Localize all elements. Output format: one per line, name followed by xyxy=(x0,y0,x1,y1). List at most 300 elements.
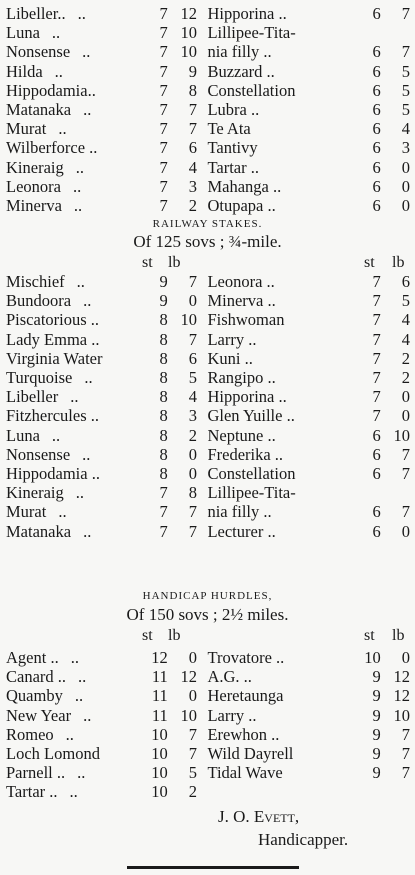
race-conditions-railway-stakes: Of 125 sovs ; ¾-mile. xyxy=(133,232,282,251)
weight-stone: 11 xyxy=(151,667,168,687)
weight-stone: 6 xyxy=(372,61,381,81)
handicapper-name-text: J. O. Evett, xyxy=(218,807,300,826)
horse-name xyxy=(6,725,147,744)
handicapper-name xyxy=(218,807,299,827)
column-header-st: st xyxy=(364,254,375,271)
horse-name xyxy=(6,62,147,81)
weight-stone: 7 xyxy=(372,387,381,407)
horse-name xyxy=(6,196,147,215)
horse-name: Larry .. xyxy=(207,329,257,349)
weight-stone: 10 xyxy=(151,724,168,744)
horse-name xyxy=(6,445,147,464)
weight-pounds: 10 xyxy=(180,42,198,62)
weight-pounds: 7 xyxy=(188,100,198,120)
weight-stone: 12 xyxy=(151,648,168,667)
weight-stone: 6 xyxy=(372,425,381,445)
dot-leader: .. xyxy=(83,521,92,541)
horse-name: Constellation xyxy=(207,80,296,100)
column-gap xyxy=(197,667,207,686)
weight-pounds: 7 xyxy=(401,763,410,783)
column-gap xyxy=(197,119,207,138)
horse-name xyxy=(6,272,147,291)
weight-stone: 6 xyxy=(372,100,381,120)
entry-row xyxy=(6,119,410,138)
weight-pounds: 3 xyxy=(188,176,198,196)
horse-name-text: Matanaka xyxy=(6,521,72,541)
horse-name: Hippodamia.. xyxy=(6,80,96,100)
weight-stone: 7 xyxy=(159,80,168,100)
horse-name-text: Murat xyxy=(6,502,47,522)
horse-name-text: Luna xyxy=(6,23,40,43)
horse-name-text: Matanaka xyxy=(6,100,72,120)
column-gap xyxy=(197,406,207,425)
horse-name: Fitzhercules .. xyxy=(6,406,100,426)
column-gap xyxy=(197,502,207,521)
weight-stone: 7 xyxy=(159,483,168,503)
weight-pounds: 3 xyxy=(188,406,198,426)
horse-name: Buzzard .. xyxy=(207,61,275,81)
weight-stone: 6 xyxy=(372,80,381,100)
entry-row xyxy=(6,310,410,329)
weight-stone: 9 xyxy=(372,705,381,725)
horse-name: Piscatorious .. xyxy=(6,310,100,330)
column-gap xyxy=(197,330,207,349)
weight-pounds: 6 xyxy=(401,272,410,291)
entry-row xyxy=(6,177,410,196)
column-gap xyxy=(197,310,207,329)
weight-stone: 9 xyxy=(159,272,168,291)
column-gap xyxy=(197,4,207,23)
weight-pounds: 9 xyxy=(188,61,198,81)
weight-pounds: 5 xyxy=(401,80,410,100)
horse-name xyxy=(6,667,147,686)
column-header-st: st xyxy=(142,627,153,644)
column-gap xyxy=(197,100,207,119)
dot-leader: .. xyxy=(78,667,87,687)
weight-stone: 11 xyxy=(151,686,168,706)
horse-name xyxy=(6,158,147,177)
horse-name-text: Quamby xyxy=(6,686,63,706)
weight-stone: 7 xyxy=(159,176,168,196)
entry-row xyxy=(6,744,410,763)
horse-name: Lillipee-Tita- xyxy=(207,483,296,503)
horse-name: nia filly .. xyxy=(207,42,272,62)
horse-name xyxy=(6,100,147,119)
horse-name xyxy=(6,522,147,541)
weight-stone: 6 xyxy=(372,196,381,216)
dot-leader: .. xyxy=(70,387,79,407)
weight-stone: 6 xyxy=(372,119,381,139)
weight-pounds: 0 xyxy=(188,686,198,706)
weight-pounds: 2 xyxy=(188,196,198,216)
column-gap xyxy=(197,445,207,464)
horse-name-text: Nonsense xyxy=(6,42,71,62)
horse-name: Te Ata xyxy=(207,119,251,139)
column-header-st: st xyxy=(364,627,375,644)
weight-pounds: 7 xyxy=(188,521,198,541)
horse-name: Leonora .. xyxy=(207,272,275,291)
column-gap xyxy=(197,158,207,177)
entry-row xyxy=(6,522,410,541)
horse-name: Lillipee-Tita- xyxy=(207,23,296,43)
weight-stone: 8 xyxy=(159,348,168,368)
horse-name: Mahanga .. xyxy=(207,176,282,196)
column-gap xyxy=(197,782,207,801)
weight-stone: 7 xyxy=(159,521,168,541)
weight-pounds: 2 xyxy=(188,782,198,802)
column-gap xyxy=(197,763,207,782)
weight-pounds: 10 xyxy=(393,425,410,445)
weight-pounds: 0 xyxy=(401,176,410,196)
weight-stone: 8 xyxy=(159,425,168,445)
column-gap xyxy=(197,464,207,483)
weight-stone: 6 xyxy=(372,502,381,522)
weight-pounds: 2 xyxy=(401,348,410,368)
weight-stone: 7 xyxy=(159,119,168,139)
horse-name-text: Kineraig xyxy=(6,157,64,177)
column-header-lb: lb xyxy=(392,627,405,644)
horse-name: Fishwoman xyxy=(207,310,285,330)
weight-stone: 9 xyxy=(372,724,381,744)
entry-row xyxy=(6,196,410,215)
weight-stone: 10 xyxy=(364,648,381,667)
horse-name: Frederika .. xyxy=(207,444,284,464)
horse-name: Tantivy xyxy=(207,138,258,158)
column-gap xyxy=(197,23,207,42)
horse-name xyxy=(6,686,147,705)
weight-stone: 6 xyxy=(372,464,381,484)
weight-pounds: 0 xyxy=(401,648,410,667)
horse-name-text: Hilda xyxy=(6,61,43,81)
weight-pounds: 10 xyxy=(180,23,198,43)
weight-stone: 7 xyxy=(372,406,381,426)
weight-pounds xyxy=(381,23,410,42)
weight-pounds: 0 xyxy=(401,521,410,541)
weight-stone: 8 xyxy=(159,464,168,484)
weight-stone: 6 xyxy=(372,4,381,23)
horse-name: Virginia Water xyxy=(6,348,103,368)
dot-leader: .. xyxy=(84,368,93,388)
weight-stone: 7 xyxy=(372,348,381,368)
weight-pounds: 4 xyxy=(401,119,410,139)
horse-name: Constellation xyxy=(207,464,296,484)
weight-stone: 6 xyxy=(372,138,381,158)
weight-pounds: 8 xyxy=(188,80,198,100)
weight-pounds: 7 xyxy=(401,744,410,764)
entry-row xyxy=(6,725,410,744)
horse-name: Erewhon .. xyxy=(207,724,280,744)
entry-row xyxy=(6,464,410,483)
horse-name: Hipporina .. xyxy=(207,387,287,407)
horse-name: Kuni .. xyxy=(207,348,253,368)
horse-name xyxy=(6,177,147,196)
dot-leader: .. xyxy=(51,425,61,445)
horse-name-text: Murat xyxy=(6,119,47,139)
weight-pounds: 7 xyxy=(401,4,410,23)
horse-name-text: Leonora xyxy=(6,176,61,196)
weight-stone: 6 xyxy=(372,157,381,177)
weight-stone: 7 xyxy=(159,42,168,62)
entry-row xyxy=(6,406,410,425)
dot-leader: .. xyxy=(65,724,74,744)
horse-name-text: Canard .. xyxy=(6,667,67,687)
weight-stone: 7 xyxy=(159,23,168,43)
weight-pounds: 5 xyxy=(188,763,198,783)
column-gap xyxy=(197,368,207,387)
weight-stone xyxy=(354,782,381,801)
weight-pounds: 0 xyxy=(188,648,198,667)
weight-pounds xyxy=(381,483,410,502)
dot-leader: .. xyxy=(58,502,67,522)
weight-stone: 7 xyxy=(159,157,168,177)
entry-row xyxy=(6,502,410,521)
entry-row xyxy=(6,272,410,291)
weight-stone: 9 xyxy=(372,763,381,783)
column-gap xyxy=(197,62,207,81)
weight-pounds: 7 xyxy=(401,464,410,484)
entry-row xyxy=(6,387,410,406)
weight-stone: 8 xyxy=(159,329,168,349)
weight-pounds: 7 xyxy=(188,502,198,522)
entry-row xyxy=(6,138,410,157)
horse-name xyxy=(6,502,147,521)
weight-pounds xyxy=(381,782,410,801)
horse-name: Loch Lomond xyxy=(6,744,100,764)
weight-pounds: 12 xyxy=(393,667,410,687)
horse-name: Wild Dayrell xyxy=(207,744,294,764)
horse-name: Rangipo .. xyxy=(207,368,276,388)
weight-stone: 6 xyxy=(372,521,381,541)
column-gap xyxy=(197,349,207,368)
column-gap xyxy=(197,483,207,502)
weights-table-handicap-hurdles xyxy=(6,648,410,802)
dot-leader: .. xyxy=(58,119,67,139)
horse-name: Tartar .. xyxy=(207,157,259,177)
dot-leader: .. xyxy=(83,705,92,725)
column-gap xyxy=(197,686,207,705)
weight-pounds: 2 xyxy=(401,368,410,388)
weight-pounds: 6 xyxy=(188,348,198,368)
weight-pounds: 12 xyxy=(180,4,198,23)
weight-pounds: 7 xyxy=(401,444,410,464)
column-header-lb: lb xyxy=(168,254,181,271)
horse-name xyxy=(6,483,147,502)
weight-pounds: 4 xyxy=(401,329,410,349)
weight-stone: 10 xyxy=(151,744,168,764)
weight-stone: 7 xyxy=(159,502,168,522)
column-gap xyxy=(197,648,207,667)
weight-pounds: 7 xyxy=(401,502,410,522)
weight-pounds: 0 xyxy=(401,406,410,426)
column-gap xyxy=(197,81,207,100)
weight-pounds: 7 xyxy=(188,272,198,291)
weight-pounds: 6 xyxy=(188,138,198,158)
weight-pounds: 7 xyxy=(188,329,198,349)
weight-pounds: 7 xyxy=(188,724,198,744)
column-gap xyxy=(197,744,207,763)
entry-row xyxy=(6,100,410,119)
column-gap xyxy=(197,291,207,310)
horse-name-text: Minerva xyxy=(6,196,62,216)
weight-pounds: 2 xyxy=(188,425,198,445)
weight-stone: 9 xyxy=(372,744,381,764)
horse-name: Glen Yuille .. xyxy=(207,406,295,426)
entry-row xyxy=(6,706,410,725)
race-title-handicap-hurdles: HANDICAP HURDLES, xyxy=(142,590,273,602)
weight-stone: 6 xyxy=(372,176,381,196)
horse-name xyxy=(6,368,147,387)
dot-leader: .. xyxy=(70,648,79,667)
race-title-railway-stakes: RAILWAY STAKES. xyxy=(152,218,263,230)
horse-name: nia filly .. xyxy=(207,502,272,522)
weight-stone: 7 xyxy=(372,329,381,349)
weight-stone: 10 xyxy=(151,763,168,783)
dot-leader: .. xyxy=(83,100,92,120)
weight-stone: 8 xyxy=(159,368,168,388)
dot-leader: .. xyxy=(76,272,85,291)
weight-stone: 9 xyxy=(159,291,168,311)
weight-stone: 8 xyxy=(159,310,168,330)
weight-pounds: 7 xyxy=(188,744,198,764)
horse-name: Minerva .. xyxy=(207,291,276,311)
horse-name-text: Tartar .. xyxy=(6,782,58,802)
weight-pounds: 4 xyxy=(188,387,198,407)
horse-name xyxy=(6,763,147,782)
weight-pounds: 0 xyxy=(188,464,198,484)
weight-pounds: 7 xyxy=(401,42,410,62)
column-gap xyxy=(197,426,207,445)
column-gap xyxy=(197,272,207,291)
weight-stone: 7 xyxy=(372,272,381,291)
dot-leader: .. xyxy=(73,196,83,216)
horse-name-text: Agent .. xyxy=(6,648,59,667)
weight-pounds: 0 xyxy=(188,291,198,311)
weight-pounds: 12 xyxy=(180,667,198,687)
entry-row xyxy=(6,686,410,705)
weights-table-railway-stakes xyxy=(6,272,410,541)
entry-row xyxy=(6,426,410,445)
column-gap xyxy=(197,387,207,406)
race-conditions-handicap-hurdles: Of 150 sovs ; 2½ miles. xyxy=(126,605,289,624)
column-gap xyxy=(197,706,207,725)
horse-name xyxy=(6,291,147,310)
weight-stone: 7 xyxy=(372,310,381,330)
entry-row xyxy=(6,62,410,81)
horse-name xyxy=(6,426,147,445)
weight-pounds: 7 xyxy=(188,119,198,139)
weight-stone xyxy=(354,483,381,502)
horse-name: Hippodamia .. xyxy=(6,464,100,484)
horse-name xyxy=(6,706,147,725)
column-gap xyxy=(197,42,207,61)
horse-name: Hipporina .. xyxy=(207,4,287,23)
horse-name-text: Romeo xyxy=(6,724,54,744)
horse-name-text: Libeller xyxy=(6,387,59,407)
weight-pounds: 4 xyxy=(188,157,198,177)
dot-leader: .. xyxy=(75,157,84,177)
dot-leader: .. xyxy=(54,61,63,81)
dot-leader: .. xyxy=(75,483,84,503)
entry-row xyxy=(6,158,410,177)
dot-leader: .. xyxy=(51,23,61,43)
weight-stone: 8 xyxy=(159,444,168,464)
weight-pounds: 8 xyxy=(188,483,198,503)
entry-row xyxy=(6,349,410,368)
weight-pounds: 0 xyxy=(401,196,410,216)
horse-name: Heretaunga xyxy=(207,686,284,706)
weight-pounds: 5 xyxy=(401,291,410,311)
weight-stone: 7 xyxy=(372,291,381,311)
weight-pounds: 10 xyxy=(393,705,410,725)
weight-stone: 6 xyxy=(372,444,381,464)
horse-name-text: Luna xyxy=(6,425,40,445)
horse-name: Otupapa .. xyxy=(207,196,276,216)
weight-pounds: 5 xyxy=(401,100,410,120)
weight-stone: 7 xyxy=(372,368,381,388)
entry-row xyxy=(6,782,410,801)
entry-row xyxy=(6,330,410,349)
horse-name-text: Turquoise xyxy=(6,368,73,388)
weight-pounds: 12 xyxy=(393,686,410,706)
weight-pounds: 0 xyxy=(188,444,198,464)
dot-leader: .. xyxy=(77,4,86,23)
horse-name-text: Libeller.. xyxy=(6,4,66,23)
column-gap xyxy=(197,725,207,744)
column-gap xyxy=(197,177,207,196)
section-divider-rule xyxy=(127,866,299,869)
column-gap xyxy=(197,196,207,215)
entry-row xyxy=(6,42,410,61)
horse-name-text: Nonsense xyxy=(6,444,71,464)
horse-name-text: New Year xyxy=(6,705,72,725)
weight-pounds: 0 xyxy=(401,387,410,407)
weight-pounds: 4 xyxy=(401,310,410,330)
weight-stone: 9 xyxy=(372,667,381,687)
entry-row xyxy=(6,4,410,23)
horse-name xyxy=(6,119,147,138)
horse-name xyxy=(207,782,353,801)
column-gap xyxy=(197,522,207,541)
horse-name: Lady Emma .. xyxy=(6,329,100,349)
horse-name-text: Kineraig xyxy=(6,483,64,503)
weight-pounds: 0 xyxy=(401,157,410,177)
entry-row xyxy=(6,81,410,100)
column-header-lb: lb xyxy=(168,627,181,644)
horse-name xyxy=(6,387,147,406)
weight-pounds: 10 xyxy=(180,310,198,330)
horse-name: Neptune .. xyxy=(207,425,276,445)
weight-stone: 8 xyxy=(159,387,168,407)
horse-name: Lecturer .. xyxy=(207,521,276,541)
column-header-lb: lb xyxy=(392,254,405,271)
entry-row xyxy=(6,445,410,464)
weight-pounds: 5 xyxy=(401,61,410,81)
horse-name xyxy=(6,23,147,42)
dot-leader: .. xyxy=(72,176,82,196)
entry-row xyxy=(6,763,410,782)
weight-pounds: 3 xyxy=(401,138,410,158)
horse-name-text: Bundoora xyxy=(6,291,72,311)
weight-stone: 10 xyxy=(151,782,168,802)
weight-stone: 6 xyxy=(372,42,381,62)
horse-name-text: Mischief xyxy=(6,272,65,291)
horse-name: Wilberforce .. xyxy=(6,138,98,158)
weight-stone: 11 xyxy=(151,705,168,725)
weight-pounds: 10 xyxy=(180,705,198,725)
entry-row xyxy=(6,648,410,667)
weight-stone xyxy=(354,23,381,42)
horse-name xyxy=(6,782,147,801)
